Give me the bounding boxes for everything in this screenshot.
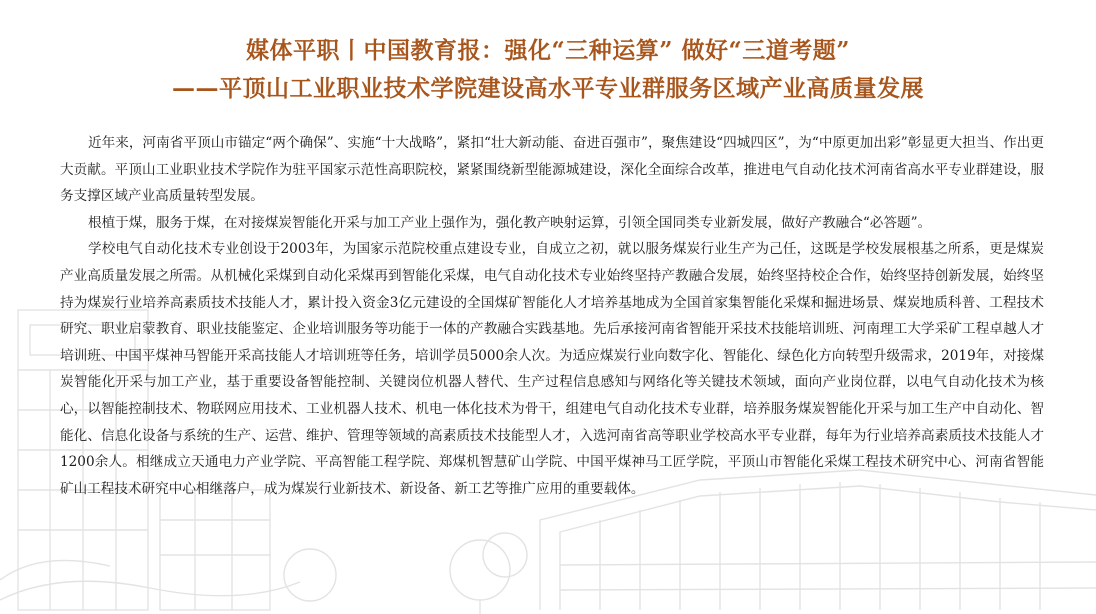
paragraph-major-history: 学校电气自动化技术专业创设于2003年，为国家示范院校重点建设专业，自成立之初，就以服务煤炭行业生产为己任，这既是学校发展根基之所系，更是煤炭产业高质量发展之所需。从机械化采煤到自动化采煤再到智能化采煤，电气自动化技术专业始终坚持产教融合发展，始终坚持校企合作，始终坚持创新发展，始终坚持为煤炭行业培养高素质技术技能人才，累计投入资金3亿元建设的全国煤矿智能化人才培养基地成为全国首家集智能化采煤和掘进场景、煤炭地质科普、工程技术研究、职业启蒙教育、职业技能鉴定、企业培训服务等功能于一体的产教融合实践基地。先后承接河南省智能开采技术技能培训班、河南理工大学采矿工程卓越人才培训班、中国平煤神马智能开采高技能人才培训班等任务，培训学员5000余人次。为适应煤炭行业向数字化、智能化、绿色化方向转型升级需求，2019年，对接煤炭智能化开采与加工产业，基于重要设备智能控制、关键岗位机器人替代、生产过程信息感知与网络化等关键技术领域，面向产业岗位群，以电气自动化技术为核心，以智能控制技术、物联网应用技术、工业机器人技术、机电一体化技术为骨干，组建电气自动化技术专业群，培养服务煤炭智能化开采与加工生产中自动化、智能化、信息化设备与系统的生产、运营、维护、管理等领域的高素质技术技能型人才，入选河南省高等职业学校高水平专业群，每年为行业培养高素质技术技能人才1200余人。相继成立天通电力产业学院、平高智能工程学院、郑煤机智慧矿山学院、中国平煤神马工匠学院，平顶山市智能化采煤工程技术研究中心、河南省智能矿山工程技术研究中心相继落户，成为煤炭行业新技术、新设备、新工艺等推广应用的重要载体。 bbox=[60, 241, 1044, 497]
article-body bbox=[60, 130, 1044, 502]
title-line-subtitle: ——平顶山工业职业技术学院建设高水平专业群服务区域产业高质量发展 bbox=[172, 75, 924, 102]
paragraph-rooted-in-coal: 根植于煤，服务于煤，在对接煤炭智能化开采与加工产业上强作为，强化教产映射运算，引领全国同类专业新发展，做好产教融合“必答题”。 bbox=[88, 214, 932, 231]
title-line-main: 媒体平职丨中国教育报：强化“三种运算” 做好“三道考题” bbox=[246, 37, 850, 64]
article-title bbox=[0, 32, 1096, 108]
paragraph-intro: 近年来，河南省平顶山市锚定“两个确保”、实施“十大战略”，紧扣“壮大新动能、奋进百强市”，聚焦建设“四城四区”，为“中原更加出彩”彰显更大担当、作出更大贡献。平顶山工业职业技术学院作为驻平国家示范性高职院校，紧紧围绕新型能源城建设，深化全面综合改革，推进电气自动化技术河南省高水平专业群建设，服务支撑区域产业高质量转型发展。 bbox=[60, 135, 1044, 205]
